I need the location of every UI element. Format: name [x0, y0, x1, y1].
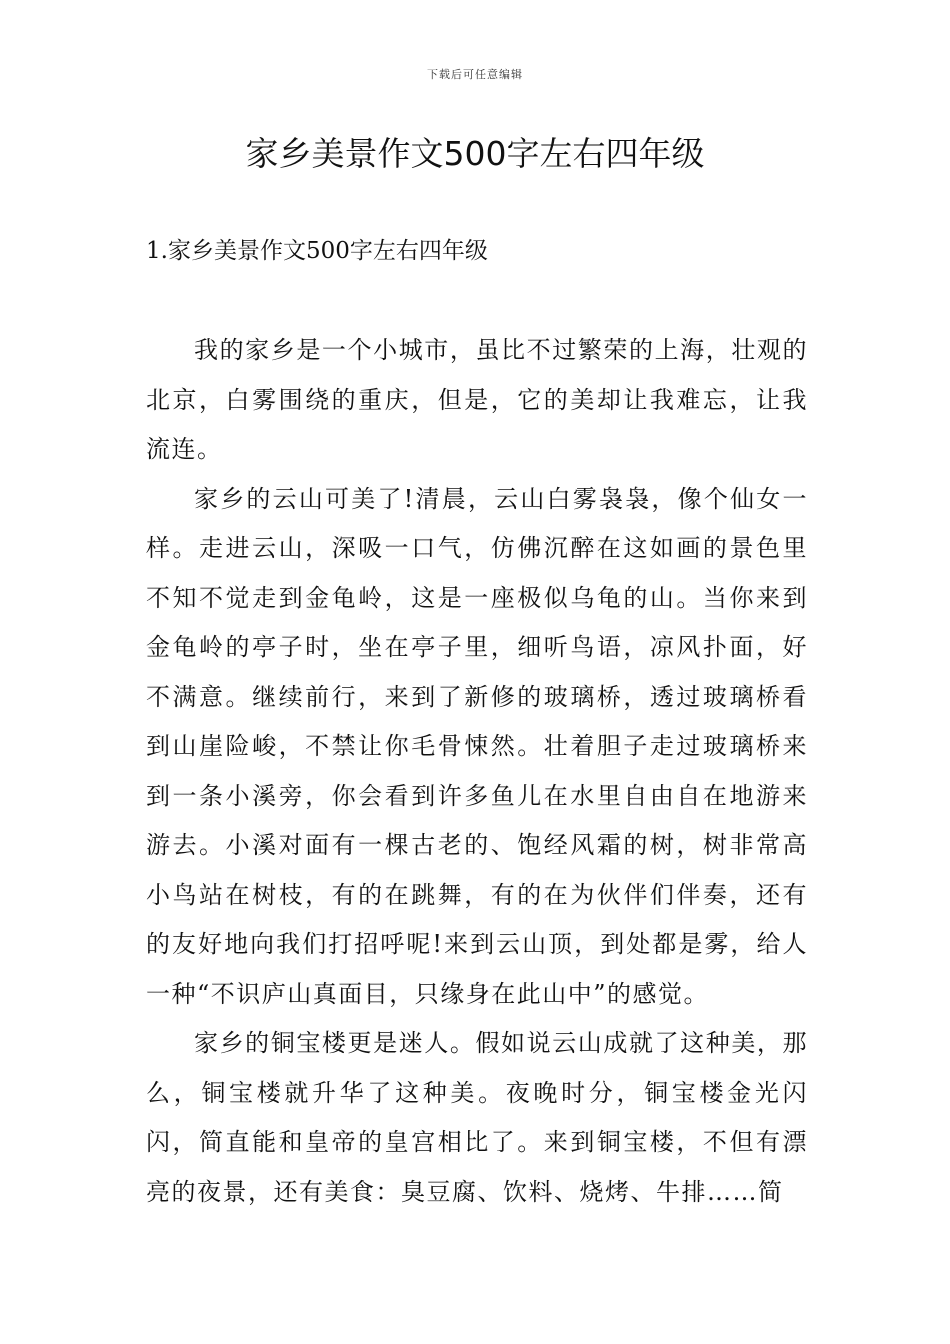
paragraph-tongbaolou: 家乡的铜宝楼更是迷人。假如说云山成就了这种美，那么，铜宝楼就升华了这种美。夜晚时分，铜宝楼金光闪闪，简直能和皇帝的皇宫相比了。来到铜宝楼，不但有漂亮的夜景，还有美食：臭豆腐、饮料、烧烤、牛排……简	[146, 1029, 808, 1206]
paragraph-hometown-intro: 我的家乡是一个小城市，虽比不过繁荣的上海，壮观的北京，白雾围绕的重庆，但是，它的美却让我难忘，让我流连。	[146, 336, 808, 463]
section-heading: 1.家乡美景作文500字左右四年级	[146, 238, 488, 264]
paragraph-yunshan: 家乡的云山可美了!清晨，云山白雾袅袅，像个仙女一样。走进云山，深吸一口气，仿佛沉醉在这如画的景色里不知不觉走到金龟岭，这是一座极似乌龟的山。当你来到金龟岭的亭子时，坐在亭子里，细听鸟语，凉风扑面，好不满意。继续前行，来到了新修的玻璃桥，透过玻璃桥看到山崖险峻，不禁让你毛骨悚然。壮着胆子走过玻璃桥来到一条小溪旁，你会看到许多鱼儿在水里自由自在地游来游去。小溪对面有一棵古老的、饱经风霜的树，树非常高小鸟站在树枝，有的在跳舞，有的在为伙伴们伴奏，还有的友好地向我们打招呼呢!来到云山顶，到处都是雾，给人一种“不识庐山真面目，只缘身在此山中”的感觉。	[146, 484, 808, 1008]
header-note: 下载后可任意编辑	[427, 68, 523, 81]
body-text	[146, 326, 808, 1217]
document-title: 家乡美景作文500字左右四年级	[245, 134, 705, 173]
